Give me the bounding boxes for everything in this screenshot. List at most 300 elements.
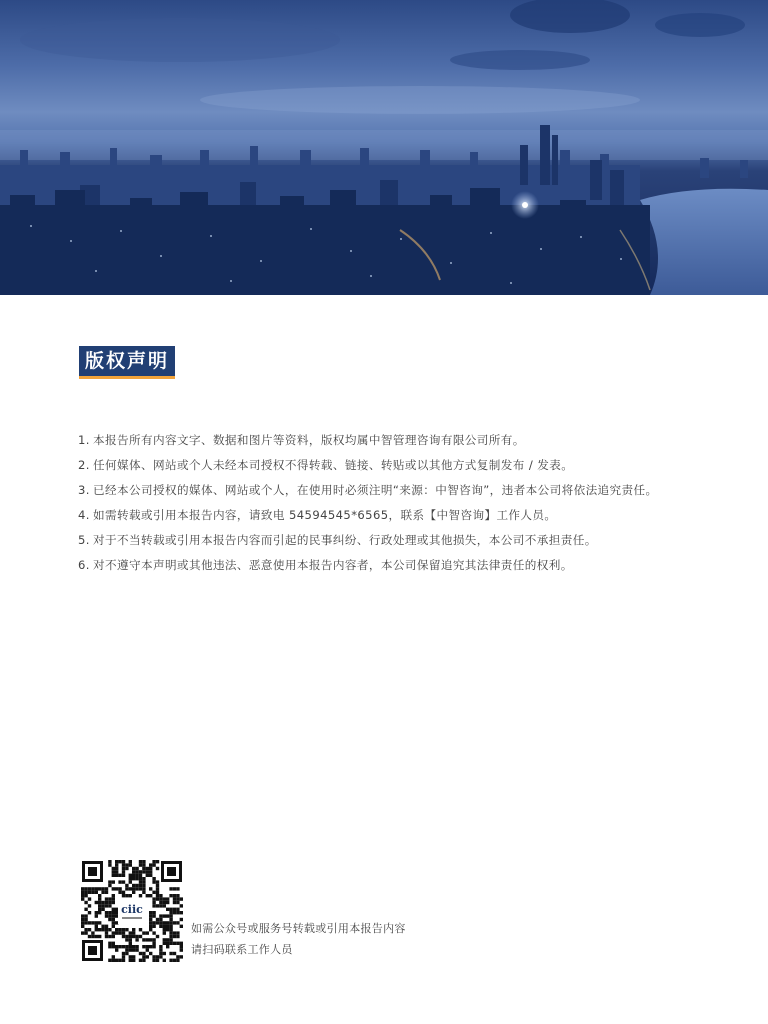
qr-module bbox=[159, 897, 162, 900]
qr-module bbox=[173, 952, 176, 955]
qr-module bbox=[176, 931, 179, 934]
qr-module bbox=[91, 891, 94, 894]
qr-module bbox=[112, 870, 115, 873]
qr-module bbox=[180, 942, 183, 945]
qr-module bbox=[122, 931, 125, 934]
qr-module bbox=[176, 935, 179, 938]
qr-module bbox=[81, 894, 84, 897]
qr-module bbox=[166, 908, 169, 911]
qr-module bbox=[146, 874, 149, 877]
qr-module bbox=[112, 894, 115, 897]
qr-module bbox=[173, 901, 176, 904]
clause-number: 6. bbox=[78, 558, 90, 572]
qr-module bbox=[81, 921, 84, 924]
qr-module bbox=[132, 955, 135, 958]
qr-module bbox=[122, 874, 125, 877]
qr-module bbox=[112, 908, 115, 911]
clause-item-6 bbox=[78, 553, 678, 578]
qr-module bbox=[132, 891, 135, 894]
qr-module bbox=[91, 931, 94, 934]
qr-module bbox=[142, 870, 145, 873]
qr-module bbox=[88, 904, 91, 907]
qr-module bbox=[169, 894, 172, 897]
qr-module bbox=[159, 955, 162, 958]
qr-module bbox=[115, 867, 118, 870]
qr-module bbox=[105, 897, 108, 900]
qr-module bbox=[139, 959, 142, 962]
qr-module bbox=[146, 945, 149, 948]
qr-module bbox=[108, 942, 111, 945]
qr-module bbox=[173, 921, 176, 924]
qr-module bbox=[149, 952, 152, 955]
qr-module bbox=[115, 860, 118, 863]
qr-module bbox=[105, 925, 108, 928]
qr-module bbox=[176, 921, 179, 924]
qr-module bbox=[115, 948, 118, 951]
qr-module bbox=[84, 901, 87, 904]
qr-module bbox=[169, 931, 172, 934]
qr-module bbox=[84, 914, 87, 917]
qr-module bbox=[81, 891, 84, 894]
qr-module bbox=[122, 891, 125, 894]
qr-module bbox=[149, 863, 152, 866]
qr-module bbox=[163, 942, 166, 945]
qr-module bbox=[166, 921, 169, 924]
qr-module bbox=[122, 952, 125, 955]
qr-module bbox=[135, 867, 138, 870]
qr-module bbox=[125, 935, 128, 938]
qr-module bbox=[125, 887, 128, 890]
qr-module bbox=[180, 948, 183, 951]
qr-module bbox=[156, 860, 159, 863]
qr-module bbox=[132, 931, 135, 934]
qr-module bbox=[156, 955, 159, 958]
clause-item-2 bbox=[78, 453, 678, 478]
clause-number: 2. bbox=[78, 458, 90, 472]
qr-module bbox=[152, 911, 155, 914]
qr-module bbox=[108, 928, 111, 931]
qr-module bbox=[98, 887, 101, 890]
qr-module bbox=[112, 918, 115, 921]
qr-module bbox=[152, 942, 155, 945]
qr-module bbox=[95, 928, 98, 931]
qr-module bbox=[142, 952, 145, 955]
qr-module bbox=[142, 884, 145, 887]
qr-module bbox=[108, 901, 111, 904]
qr-module bbox=[159, 952, 162, 955]
qr-module bbox=[139, 928, 142, 931]
qr-module bbox=[108, 959, 111, 962]
qr-module bbox=[139, 877, 142, 880]
qr-module bbox=[129, 894, 132, 897]
qr-module bbox=[129, 959, 132, 962]
qr-module bbox=[156, 884, 159, 887]
qr-module bbox=[105, 904, 108, 907]
qr-module bbox=[84, 921, 87, 924]
qr-module bbox=[169, 938, 172, 941]
qr-module bbox=[101, 925, 104, 928]
qr-module bbox=[173, 935, 176, 938]
qr-module bbox=[169, 914, 172, 917]
qr-module bbox=[176, 911, 179, 914]
qr-module bbox=[146, 870, 149, 873]
qr-module bbox=[159, 901, 162, 904]
qr-module bbox=[149, 911, 152, 914]
qr-module bbox=[81, 925, 84, 928]
qr-module bbox=[156, 935, 159, 938]
qr-module bbox=[88, 891, 91, 894]
qr-module bbox=[163, 925, 166, 928]
qr-module bbox=[173, 911, 176, 914]
qr-module bbox=[156, 891, 159, 894]
qr-module bbox=[135, 887, 138, 890]
qr-module bbox=[95, 935, 98, 938]
qr-module bbox=[95, 911, 98, 914]
qr-module bbox=[95, 921, 98, 924]
qr-module bbox=[115, 931, 118, 934]
qr-module bbox=[118, 945, 121, 948]
qr-module bbox=[115, 959, 118, 962]
qr-module bbox=[132, 959, 135, 962]
qr-module bbox=[146, 894, 149, 897]
qr-module bbox=[152, 860, 155, 863]
qr-module bbox=[125, 863, 128, 866]
qr-module bbox=[122, 880, 125, 883]
qr-module bbox=[152, 959, 155, 962]
qr-module bbox=[173, 894, 176, 897]
qr-module bbox=[149, 874, 152, 877]
qr-module bbox=[152, 914, 155, 917]
qr-module bbox=[105, 887, 108, 890]
qr-module bbox=[84, 908, 87, 911]
qr-module bbox=[142, 931, 145, 934]
qr-module bbox=[156, 921, 159, 924]
qr-module bbox=[146, 931, 149, 934]
qr-module bbox=[156, 894, 159, 897]
qr-module bbox=[156, 897, 159, 900]
qr-module bbox=[169, 952, 172, 955]
qr-module bbox=[156, 880, 159, 883]
qr-module bbox=[108, 935, 111, 938]
qr-module bbox=[159, 894, 162, 897]
qr-module bbox=[98, 908, 101, 911]
qr-module bbox=[118, 887, 121, 890]
qr-module bbox=[139, 863, 142, 866]
qr-module bbox=[98, 901, 101, 904]
qr-module bbox=[132, 935, 135, 938]
qr-module bbox=[149, 921, 152, 924]
qr-module bbox=[115, 870, 118, 873]
qr-module bbox=[176, 897, 179, 900]
qr-module bbox=[108, 863, 111, 866]
qr-module bbox=[142, 880, 145, 883]
qr-module bbox=[135, 945, 138, 948]
qr-module bbox=[84, 931, 87, 934]
clause-text: 任何媒体、网站或个人未经本司授权不得转载、链接、转贴或以其他方式复制发布 / 发表。 bbox=[93, 458, 574, 472]
qr-module bbox=[135, 874, 138, 877]
qr-module bbox=[156, 904, 159, 907]
qr-module bbox=[149, 925, 152, 928]
qr-module bbox=[125, 884, 128, 887]
qr-module bbox=[169, 908, 172, 911]
qr-module bbox=[122, 945, 125, 948]
qr-module bbox=[163, 938, 166, 941]
qr-module bbox=[180, 897, 183, 900]
qr-module bbox=[132, 948, 135, 951]
qr-module bbox=[142, 863, 145, 866]
clause-number: 3. bbox=[78, 483, 90, 497]
qr-module bbox=[176, 901, 179, 904]
qr-module bbox=[129, 877, 132, 880]
clause-number: 4. bbox=[78, 508, 90, 522]
qr-module bbox=[152, 931, 155, 934]
qr-module bbox=[146, 955, 149, 958]
qr-module bbox=[115, 928, 118, 931]
qr-module bbox=[159, 925, 162, 928]
qr-module bbox=[101, 901, 104, 904]
qr-module bbox=[112, 901, 115, 904]
qr-module bbox=[81, 914, 84, 917]
qr-module bbox=[176, 894, 179, 897]
qr-module bbox=[129, 931, 132, 934]
qr-module bbox=[108, 945, 111, 948]
qr-module bbox=[105, 901, 108, 904]
qr-module bbox=[135, 948, 138, 951]
qr-module bbox=[149, 918, 152, 921]
qr-module bbox=[135, 870, 138, 873]
qr-module bbox=[125, 928, 128, 931]
qr-module bbox=[146, 948, 149, 951]
qr-module bbox=[118, 931, 121, 934]
qr-module bbox=[101, 891, 104, 894]
qr-module bbox=[88, 928, 91, 931]
qr-module bbox=[149, 894, 152, 897]
qr-module bbox=[152, 891, 155, 894]
qr-module bbox=[163, 897, 166, 900]
qr-module bbox=[159, 921, 162, 924]
qr-module bbox=[169, 921, 172, 924]
qr-module bbox=[132, 945, 135, 948]
qr-module bbox=[88, 935, 91, 938]
qr-module bbox=[125, 867, 128, 870]
qr-module bbox=[163, 952, 166, 955]
qr-module bbox=[139, 860, 142, 863]
qr-module bbox=[139, 894, 142, 897]
qr-module bbox=[132, 874, 135, 877]
qr-module bbox=[135, 938, 138, 941]
qr-module bbox=[105, 928, 108, 931]
qr-module bbox=[176, 887, 179, 890]
qr-module bbox=[112, 935, 115, 938]
qr-module bbox=[98, 911, 101, 914]
qr-module bbox=[159, 918, 162, 921]
qr-module bbox=[112, 911, 115, 914]
qr-module bbox=[152, 921, 155, 924]
qr-module bbox=[81, 918, 84, 921]
qr-module bbox=[152, 945, 155, 948]
qr-module bbox=[169, 911, 172, 914]
clause-item-1 bbox=[78, 428, 678, 453]
qr-module bbox=[156, 918, 159, 921]
qr-module bbox=[118, 891, 121, 894]
qr-module bbox=[152, 904, 155, 907]
ciic-logo bbox=[118, 898, 146, 924]
qr-module bbox=[101, 904, 104, 907]
qr-module bbox=[156, 867, 159, 870]
qr-module bbox=[173, 908, 176, 911]
qr-module bbox=[132, 928, 135, 931]
qr-module bbox=[118, 874, 121, 877]
qr-module bbox=[98, 928, 101, 931]
qr-module bbox=[125, 948, 128, 951]
qr-module bbox=[84, 928, 87, 931]
qr-module bbox=[122, 894, 125, 897]
qr-module bbox=[156, 959, 159, 962]
qr-module bbox=[118, 880, 121, 883]
qr-module bbox=[163, 914, 166, 917]
qr-module bbox=[112, 942, 115, 945]
qr-module bbox=[112, 945, 115, 948]
qr-module bbox=[88, 911, 91, 914]
qr-module bbox=[108, 911, 111, 914]
qr-module bbox=[149, 928, 152, 931]
qr-module bbox=[142, 877, 145, 880]
clause-number: 5. bbox=[78, 533, 90, 547]
qr-module bbox=[139, 870, 142, 873]
qr-module bbox=[122, 959, 125, 962]
qr-module bbox=[108, 884, 111, 887]
qr-module bbox=[112, 959, 115, 962]
qr-module bbox=[142, 945, 145, 948]
qr-module bbox=[101, 928, 104, 931]
qr-module bbox=[132, 867, 135, 870]
clause-number: 1. bbox=[78, 433, 90, 447]
qr-module bbox=[112, 921, 115, 924]
qr-module bbox=[173, 931, 176, 934]
qr-caption bbox=[191, 918, 406, 960]
qr-module bbox=[95, 891, 98, 894]
clause-text: 本报告所有内容文字、数据和图片等资料，版权均属中智管理咨询有限公司所有。 bbox=[93, 433, 525, 447]
qr-module bbox=[156, 887, 159, 890]
qr-module bbox=[115, 887, 118, 890]
qr-module bbox=[118, 959, 121, 962]
qr-module bbox=[176, 959, 179, 962]
qr-module bbox=[108, 860, 111, 863]
qr-module bbox=[95, 901, 98, 904]
qr-module bbox=[139, 874, 142, 877]
qr-module bbox=[112, 914, 115, 917]
qr-module bbox=[101, 887, 104, 890]
qr-module bbox=[122, 928, 125, 931]
qr-module bbox=[180, 955, 183, 958]
qr-module bbox=[129, 955, 132, 958]
qr-module bbox=[180, 945, 183, 948]
qr-module bbox=[132, 877, 135, 880]
copyright-clauses-list bbox=[78, 428, 678, 578]
qr-module bbox=[129, 945, 132, 948]
qr-module bbox=[169, 928, 172, 931]
qr-module bbox=[173, 897, 176, 900]
qr-module bbox=[81, 887, 84, 890]
qr-module bbox=[176, 955, 179, 958]
qr-module bbox=[142, 959, 145, 962]
qr-module bbox=[166, 901, 169, 904]
qr-module bbox=[149, 945, 152, 948]
qr-caption-line-1: 如需公众号或服务号转载或引用本报告内容 bbox=[191, 922, 406, 935]
qr-module bbox=[115, 945, 118, 948]
qr-module bbox=[149, 867, 152, 870]
qr-module bbox=[122, 870, 125, 873]
qr-module bbox=[115, 874, 118, 877]
qr-module bbox=[125, 945, 128, 948]
qr-module bbox=[166, 914, 169, 917]
qr-module bbox=[112, 925, 115, 928]
qr-module bbox=[88, 921, 91, 924]
qr-code[interactable] bbox=[81, 860, 183, 962]
qr-module bbox=[149, 887, 152, 890]
qr-module bbox=[91, 935, 94, 938]
qr-module bbox=[84, 918, 87, 921]
qr-module bbox=[122, 863, 125, 866]
qr-module bbox=[180, 925, 183, 928]
qr-module bbox=[142, 867, 145, 870]
qr-module bbox=[101, 908, 104, 911]
qr-module bbox=[112, 887, 115, 890]
qr-module bbox=[146, 867, 149, 870]
qr-module bbox=[122, 955, 125, 958]
qr-module bbox=[88, 897, 91, 900]
qr-module bbox=[125, 894, 128, 897]
qr-module bbox=[163, 901, 166, 904]
qr-module bbox=[149, 914, 152, 917]
qr-module bbox=[95, 887, 98, 890]
qr-module bbox=[132, 884, 135, 887]
qr-module bbox=[129, 887, 132, 890]
qr-module bbox=[180, 911, 183, 914]
qr-module bbox=[169, 935, 172, 938]
qr-module bbox=[105, 935, 108, 938]
qr-module bbox=[98, 935, 101, 938]
clause-item-4 bbox=[78, 503, 678, 528]
qr-module bbox=[105, 891, 108, 894]
qr-module bbox=[115, 863, 118, 866]
hero-city-banner bbox=[0, 0, 768, 295]
qr-module bbox=[84, 887, 87, 890]
qr-module bbox=[166, 938, 169, 941]
qr-module bbox=[142, 860, 145, 863]
qr-module bbox=[163, 904, 166, 907]
qr-module bbox=[176, 942, 179, 945]
clause-text: 对不遵守本声明或其他违法、恶意使用本报告内容者，本公司保留追究其法律责任的权利。 bbox=[93, 558, 573, 572]
qr-module bbox=[142, 955, 145, 958]
qr-module bbox=[88, 887, 91, 890]
logo-text: ciic bbox=[121, 902, 143, 916]
qr-module bbox=[129, 860, 132, 863]
qr-module bbox=[176, 908, 179, 911]
qr-module bbox=[118, 860, 121, 863]
qr-module bbox=[149, 870, 152, 873]
copyright-heading: 版权声明 bbox=[79, 346, 175, 379]
qr-module bbox=[173, 887, 176, 890]
qr-module bbox=[98, 921, 101, 924]
qr-module bbox=[169, 925, 172, 928]
qr-module bbox=[91, 887, 94, 890]
qr-module bbox=[142, 887, 145, 890]
qr-module bbox=[122, 935, 125, 938]
qr-module bbox=[112, 880, 115, 883]
qr-module bbox=[166, 942, 169, 945]
qr-module bbox=[146, 938, 149, 941]
